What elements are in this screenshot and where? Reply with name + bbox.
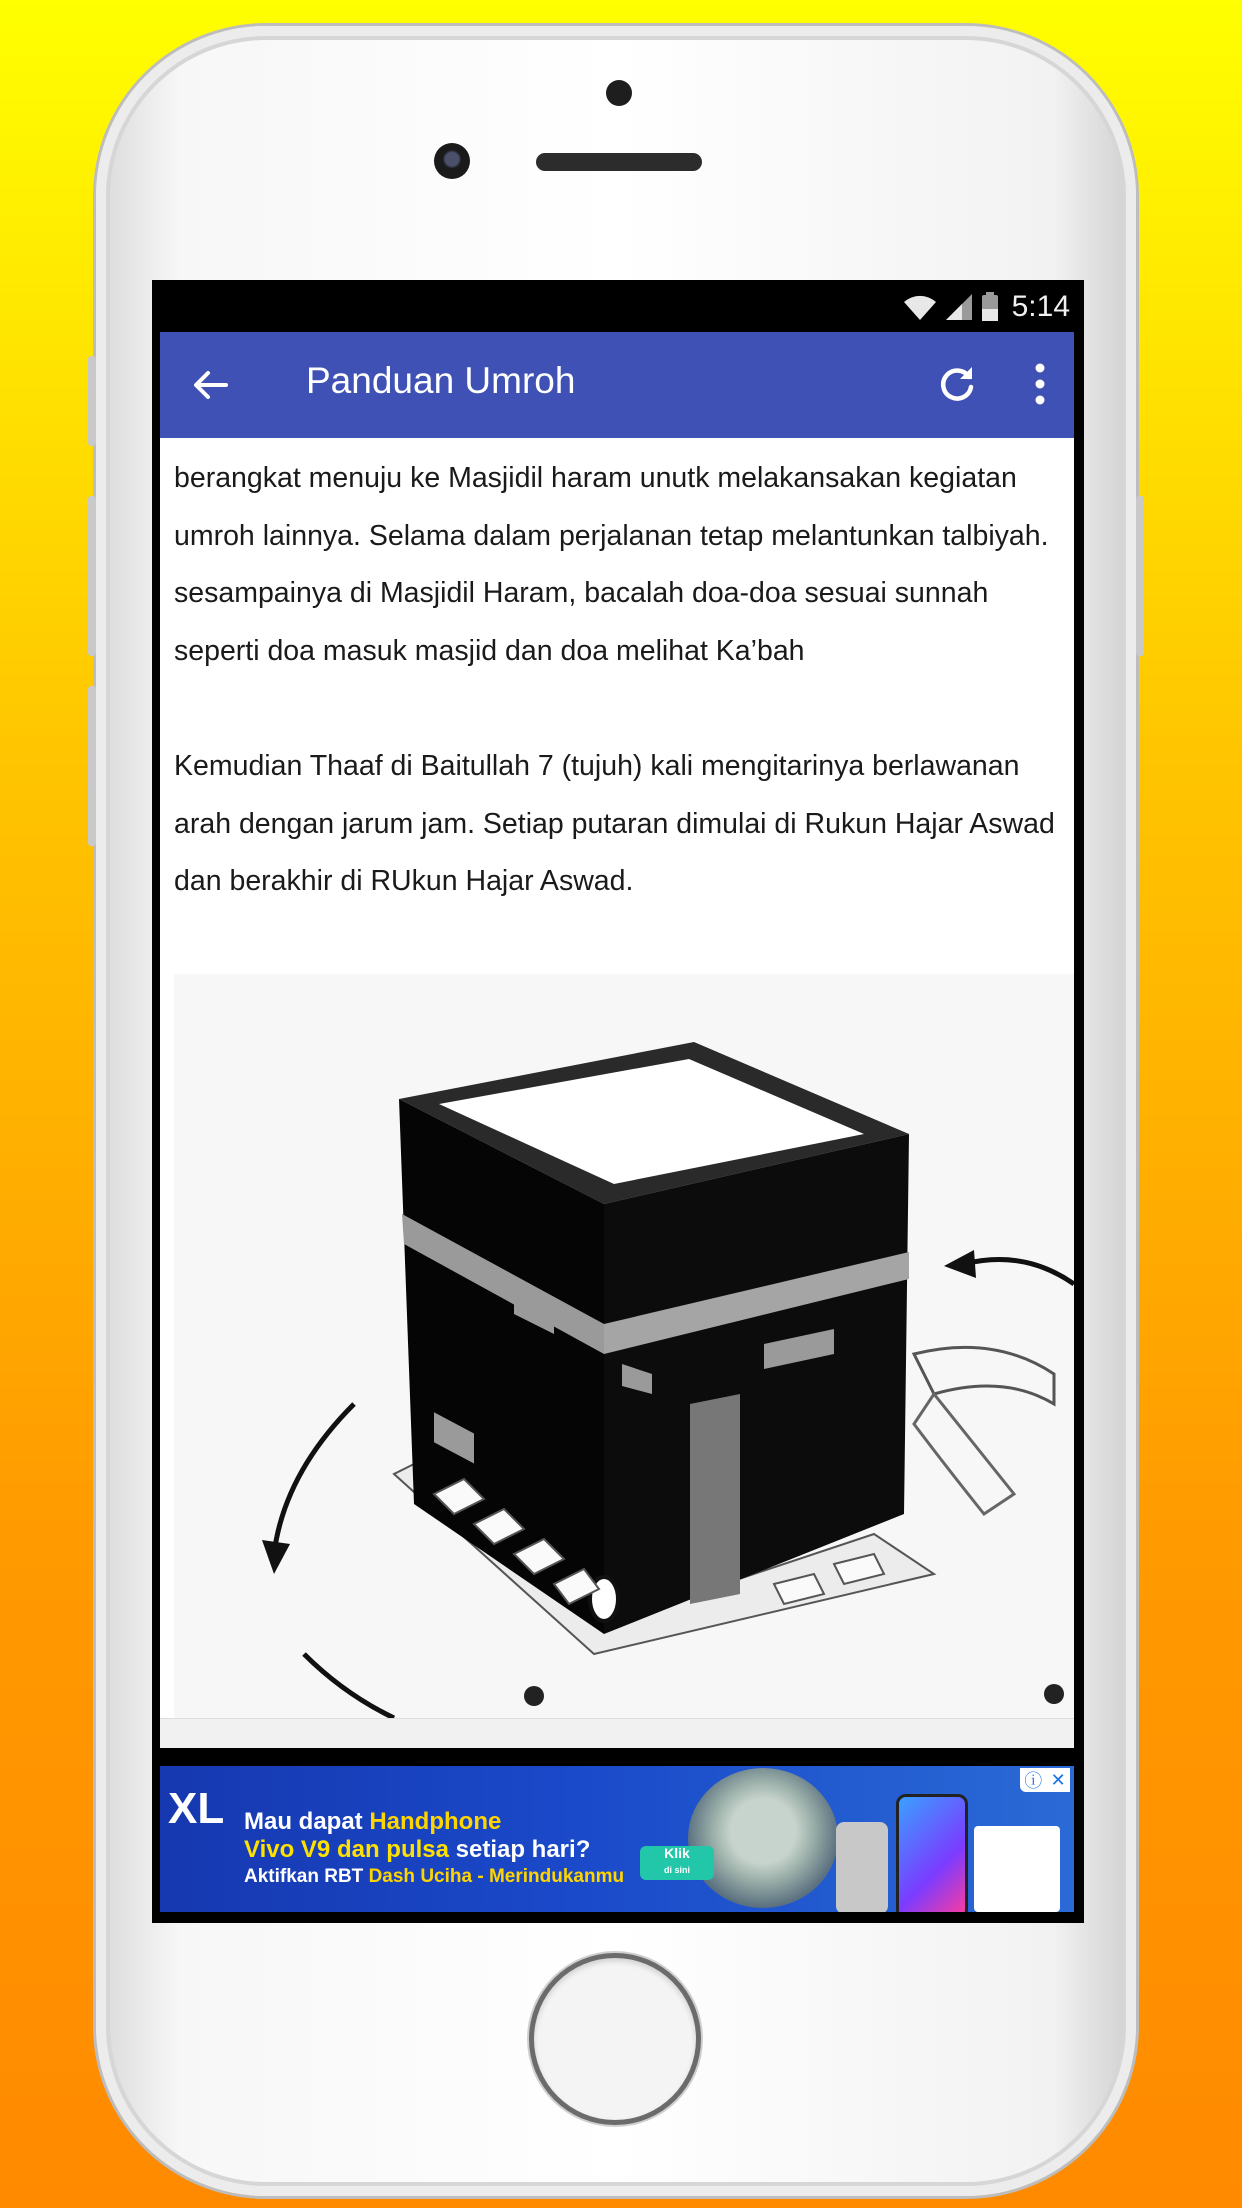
volume-down-button (88, 686, 96, 846)
close-icon[interactable]: ✕ (1050, 1769, 1066, 1790)
more-vert-icon[interactable] (1030, 362, 1050, 406)
ad-text: setiap hari? (455, 1836, 591, 1863)
refresh-icon[interactable] (936, 363, 978, 405)
phone-screen (152, 280, 1084, 1923)
content-separator (160, 1718, 1074, 1748)
article-content[interactable] (160, 438, 1074, 1748)
ad-line-3 (244, 1866, 624, 1888)
ad-line-1 (244, 1808, 501, 1836)
ad-artist-photo (688, 1768, 838, 1908)
status-time: 5:14 (1011, 290, 1070, 323)
kaabah-tawaf-illustration (174, 974, 1074, 1718)
arrow-back-icon[interactable] (190, 365, 230, 405)
ad-line-2 (244, 1836, 590, 1864)
ad-cta-button[interactable] (640, 1846, 714, 1880)
home-button[interactable] (534, 1958, 696, 2120)
ad-text: Vivo V9 dan pulsa (244, 1836, 456, 1863)
volume-up-button (88, 496, 96, 656)
proximity-sensor (606, 80, 632, 106)
earpiece-speaker (536, 153, 702, 171)
page-title: Panduan Umroh (306, 360, 576, 401)
ad-choices[interactable] (1020, 1768, 1070, 1792)
ad-cta-sub: di sini (663, 1865, 690, 1875)
ad-banner[interactable] (160, 1766, 1074, 1912)
front-camera (434, 143, 470, 179)
app-bar (160, 332, 1074, 438)
ad-text: Dash Uciha - Merindukanmu (368, 1866, 625, 1887)
cell-signal-icon (944, 292, 974, 322)
ad-text: Mau dapat (244, 1808, 370, 1835)
article-paragraph: Kemudian Thaaf di Baitullah 7 (tujuh) kali mengitarinya berlawanan arah dengan jarum jam. Setiap putaran dimulai di Rukun Hajar Aswad dan berakhir di RUkun Hajar Aswad. (174, 750, 1055, 897)
mute-switch (88, 356, 96, 446)
ad-brand-logo: XL (168, 1784, 225, 1833)
screen-gap (152, 1748, 1084, 1766)
ad-product-box (974, 1826, 1060, 1912)
ad-phone-image (836, 1822, 888, 1912)
ad-cta-label: Klik (664, 1845, 690, 1861)
ad-text: Handphone (369, 1808, 502, 1835)
status-bar (152, 280, 1084, 332)
ad-phone-image (896, 1794, 968, 1912)
ad-text: Aktifkan RBT (244, 1866, 369, 1887)
battery-icon (980, 291, 1000, 323)
article-paragraph: berangkat menuju ke Masjidil haram unutk melakansakan kegiatan umroh lainnya. Selama dalam perjalanan tetap melantunkan talbiyah. sesampainya di Masjidil Haram, bacalah doa-doa sesuai sunnah seperti doa masuk masjid dan doa melihat Ka’bah (174, 462, 1049, 667)
wifi-icon (902, 292, 938, 322)
power-button (1136, 496, 1144, 656)
info-icon[interactable]: ⓘ (1024, 1771, 1043, 1791)
